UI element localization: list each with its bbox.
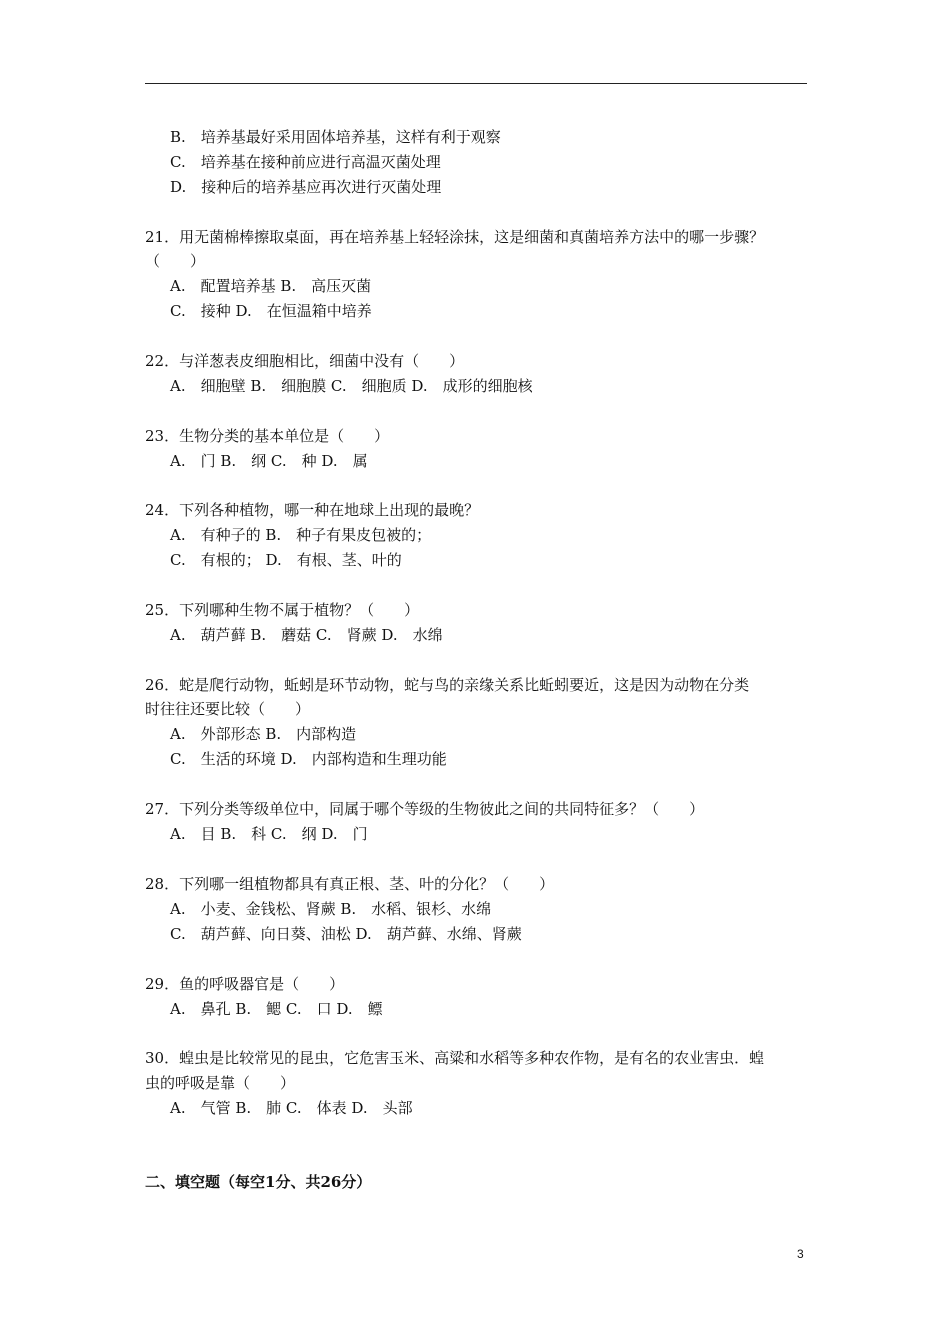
question-23-options: A. 门 B. 纲 C. 种 D. 属: [170, 452, 368, 470]
question-21-options: C. 接种 D. 在恒温箱中培养: [170, 302, 372, 320]
option-line: D. 接种后的培养基应再次进行灭菌处理: [170, 178, 442, 196]
option-line: C. 培养基在接种前应进行高温灭菌处理: [170, 153, 441, 171]
question-21-stem-cont: （ ）: [145, 252, 206, 270]
question-24-stem: 24．下列各种植物，哪一种在地球上出现的最晚？: [145, 501, 480, 519]
question-21-stem: 21．用无菌棉棒擦取桌面，再在培养基上轻轻涂抹，这是细菌和真菌培养方法中的哪一步骤？: [145, 228, 765, 246]
question-25-stem: 25．下列哪种生物不属于植物？（ ）: [145, 601, 420, 619]
header-rule: [145, 83, 807, 84]
question-24-options: A. 有种子的 B. 种子有果皮包被的；: [170, 526, 432, 544]
question-21-options: A. 配置培养基 B. 高压灭菌: [170, 277, 372, 295]
question-26-stem: 26．蛇是爬行动物，蚯蚓是环节动物，蛇与鸟的亲缘关系比蚯蚓要近，这是因为动物在分类: [145, 676, 750, 694]
question-26-options: C. 生活的环境 D. 内部构造和生理功能: [170, 750, 447, 768]
question-28-options: C. 葫芦藓、向日葵、油松 D. 葫芦藓、水绵、肾蕨: [170, 925, 522, 943]
question-22-stem: 22．与洋葱表皮细胞相比，细菌中没有（ ）: [145, 352, 465, 370]
question-25-options: A. 葫芦藓 B. 蘑菇 C. 肾蕨 D. 水绵: [170, 626, 443, 644]
question-26-options: A. 外部形态 B. 内部构造: [170, 725, 357, 743]
question-24-options: C. 有根的； D. 有根、茎、叶的: [170, 551, 402, 569]
option-line: B. 培养基最好采用固体培养基，这样有利于观察: [170, 128, 501, 146]
question-30-stem-cont: 虫的呼吸是靠（ ）: [145, 1074, 296, 1092]
question-30-options: A. 气管 B. 肺 C. 体表 D. 头部: [170, 1099, 413, 1117]
question-29-stem: 29．鱼的呼吸器官是（ ）: [145, 975, 345, 993]
section-heading: 二、填空题（每空1分、共26分）: [145, 1173, 372, 1191]
question-27-stem: 27．下列分类等级单位中，同属于哪个等级的生物彼此之间的共同特征多？（ ）: [145, 800, 705, 818]
question-29-options: A. 鼻孔 B. 鳃 C. 口 D. 鳔: [170, 1000, 383, 1018]
question-28-options: A. 小麦、金钱松、肾蕨 B. 水稻、银杉、水绵: [170, 900, 492, 918]
question-23-stem: 23．生物分类的基本单位是（ ）: [145, 427, 390, 445]
question-26-stem-cont: 时往往还要比较（ ）: [145, 700, 311, 718]
question-27-options: A. 目 B. 科 C. 纲 D. 门: [170, 825, 368, 843]
question-22-options: A. 细胞壁 B. 细胞膜 C. 细胞质 D. 成形的细胞核: [170, 377, 533, 395]
page-number: 3: [797, 1247, 804, 1261]
question-28-stem: 28．下列哪一组植物都具有真正根、茎、叶的分化？（ ）: [145, 875, 555, 893]
question-30-stem: 30．蝗虫是比较常见的昆虫，它危害玉米、高粱和水稻等多种农作物，是有名的农业害虫．蝗: [145, 1049, 765, 1067]
